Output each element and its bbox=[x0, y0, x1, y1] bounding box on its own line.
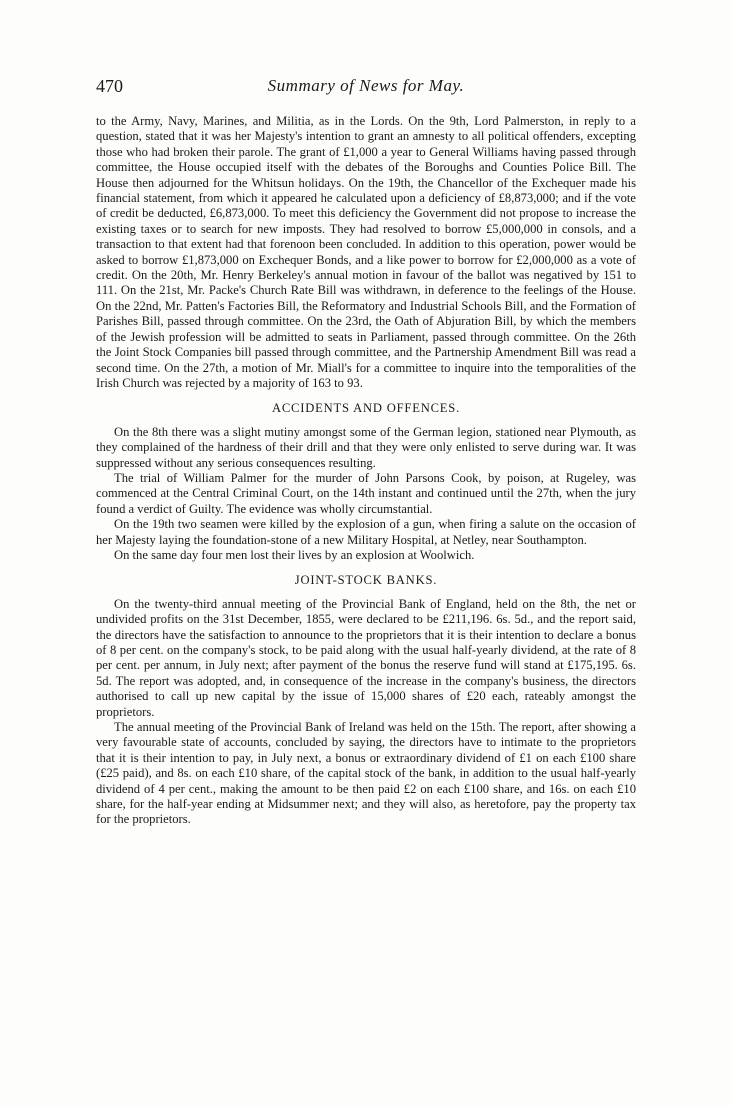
accidents-heading: ACCIDENTS AND OFFENCES. bbox=[271, 401, 461, 416]
parliament-paragraph: to the Army, Navy, Marines, and Militia, as in the Lords. On the 9th, Lord Palmerston, in reply to a question, stated that it was her Majesty's intention to grant an amnesty to all political offenders, excepting those who had broken their parole. The grant of £1,000 a year to General Williams having passed through committee, the House occupied itself with the debates of the Boroughs and Counties Police Bill. The House then adjourned for the Whitsun holidays. On the 19th, the Chancellor of the Exchequer made his financial statement, from which it appeared he calculated upon a deficiency of £8,873,000; and if the vote of credit be deducted, £6,873,000. To meet this deficiency the Government did not propose to increase the existing taxes or to search for new imposts. They had resolved to borrow £5,000,000 in consols, and a transaction to that extent had that forenoon been concluded. In addition to this operation, power would be asked to borrow £1,873,000 on Exchequer Bonds, and a like power to borrow for £2,000,000 as a vote of credit. On the 20th, Mr. Henry Berkeley's annual motion in favour of the ballot was negatived by 151 to 111. On the 21st, Mr. Packe's Church Rate Bill was withdrawn, in deference to the feelings of the House. On the 22nd, Mr. Patten's Factories Bill, the Reformatory and Industrial Schools Bill, and the Formation of Parishes Bill, passed through committee. On the 23rd, the Oath of Abjuration Bill, by which the members of the Jewish profession will be admitted to seats in Parliament, passed through committee. On the 26th the Joint Stock Companies bill passed through committee, and the Partnership Amendment Bill was read a second time. On the 27th, a motion of Mr. Miall's for a committee to inquire into the temporalities of the Irish Church was rejected by a majority of 163 to 93. bbox=[96, 114, 636, 390]
running-title: Summary of News for May. bbox=[267, 76, 465, 95]
banks-paragraph: The annual meeting of the Provincial Bank of Ireland was held on the 15th. The report, after showing a very favourable state of accounts, concluded by saying, the directors have to intimate to the proprietors that it is their intention to pay, in July next, a bonus or extraordinary dividend of £1 on each £100 share (£25 paid), and 8s. on each £10 share, of the capital stock of the bank, in addition to the usual half-yearly dividend of 4 per cent., making the amount to be then paid £2 on each £100 share, and 16s. on each £10 share, for the half-year ending at Midsummer next; and they will also, as heretofore, pay the property tax for the proprietors. bbox=[96, 720, 636, 827]
page-header bbox=[96, 76, 636, 102]
accidents-paragraph: On the same day four men lost their lives by an explosion at Woolwich. bbox=[114, 547, 475, 562]
banks-heading: JOINT-STOCK BANKS. bbox=[294, 573, 438, 588]
accidents-paragraph: On the 19th two seamen were killed by the explosion of a gun, when firing a salute on the occasion of her Majesty laying the foundation-stone of a new Military Hospital, at Netley, near Southampton. bbox=[96, 517, 636, 547]
banks-paragraph: On the twenty-third annual meeting of the Provincial Bank of England, held on the 8th, the net or undivided profits on the 31st December, 1855, were declared to be £211,196. 6s. 5d., and the report said, the directors have the satisfaction to announce to the proprietors that it is their intention to declare a bonus of 8 per cent. on the company's stock, to be paid along with the usual half-yearly dividend, at the rate of 8 per cent. per annum, in July next; after payment of the bonus the reserve fund will stand at £175,195. 6s. 5d. The report was adopted, and, in consequence of the increase in the company's business, the directors authorised to call up new capital by the issue of 15,000 shares of £20 each, rateably amongst the proprietors. bbox=[96, 596, 636, 719]
accidents-paragraph: The trial of William Palmer for the murder of John Parsons Cook, by poison, at Rugeley, was commenced at the Central Criminal Court, on the 14th instant and continued until the 27th, when the jury found a verdict of Guilty. The evidence was wholly circumstantial. bbox=[96, 470, 636, 516]
accidents-paragraph: On the 8th there was a slight mutiny amongst some of the German legion, stationed near Plymouth, as they complained of the hardness of their drill and that they were only enlisted to serve during war. It was suppressed without any serious consequences resulting. bbox=[96, 424, 636, 470]
page-body bbox=[96, 114, 636, 828]
page-number: 470 bbox=[96, 76, 123, 96]
